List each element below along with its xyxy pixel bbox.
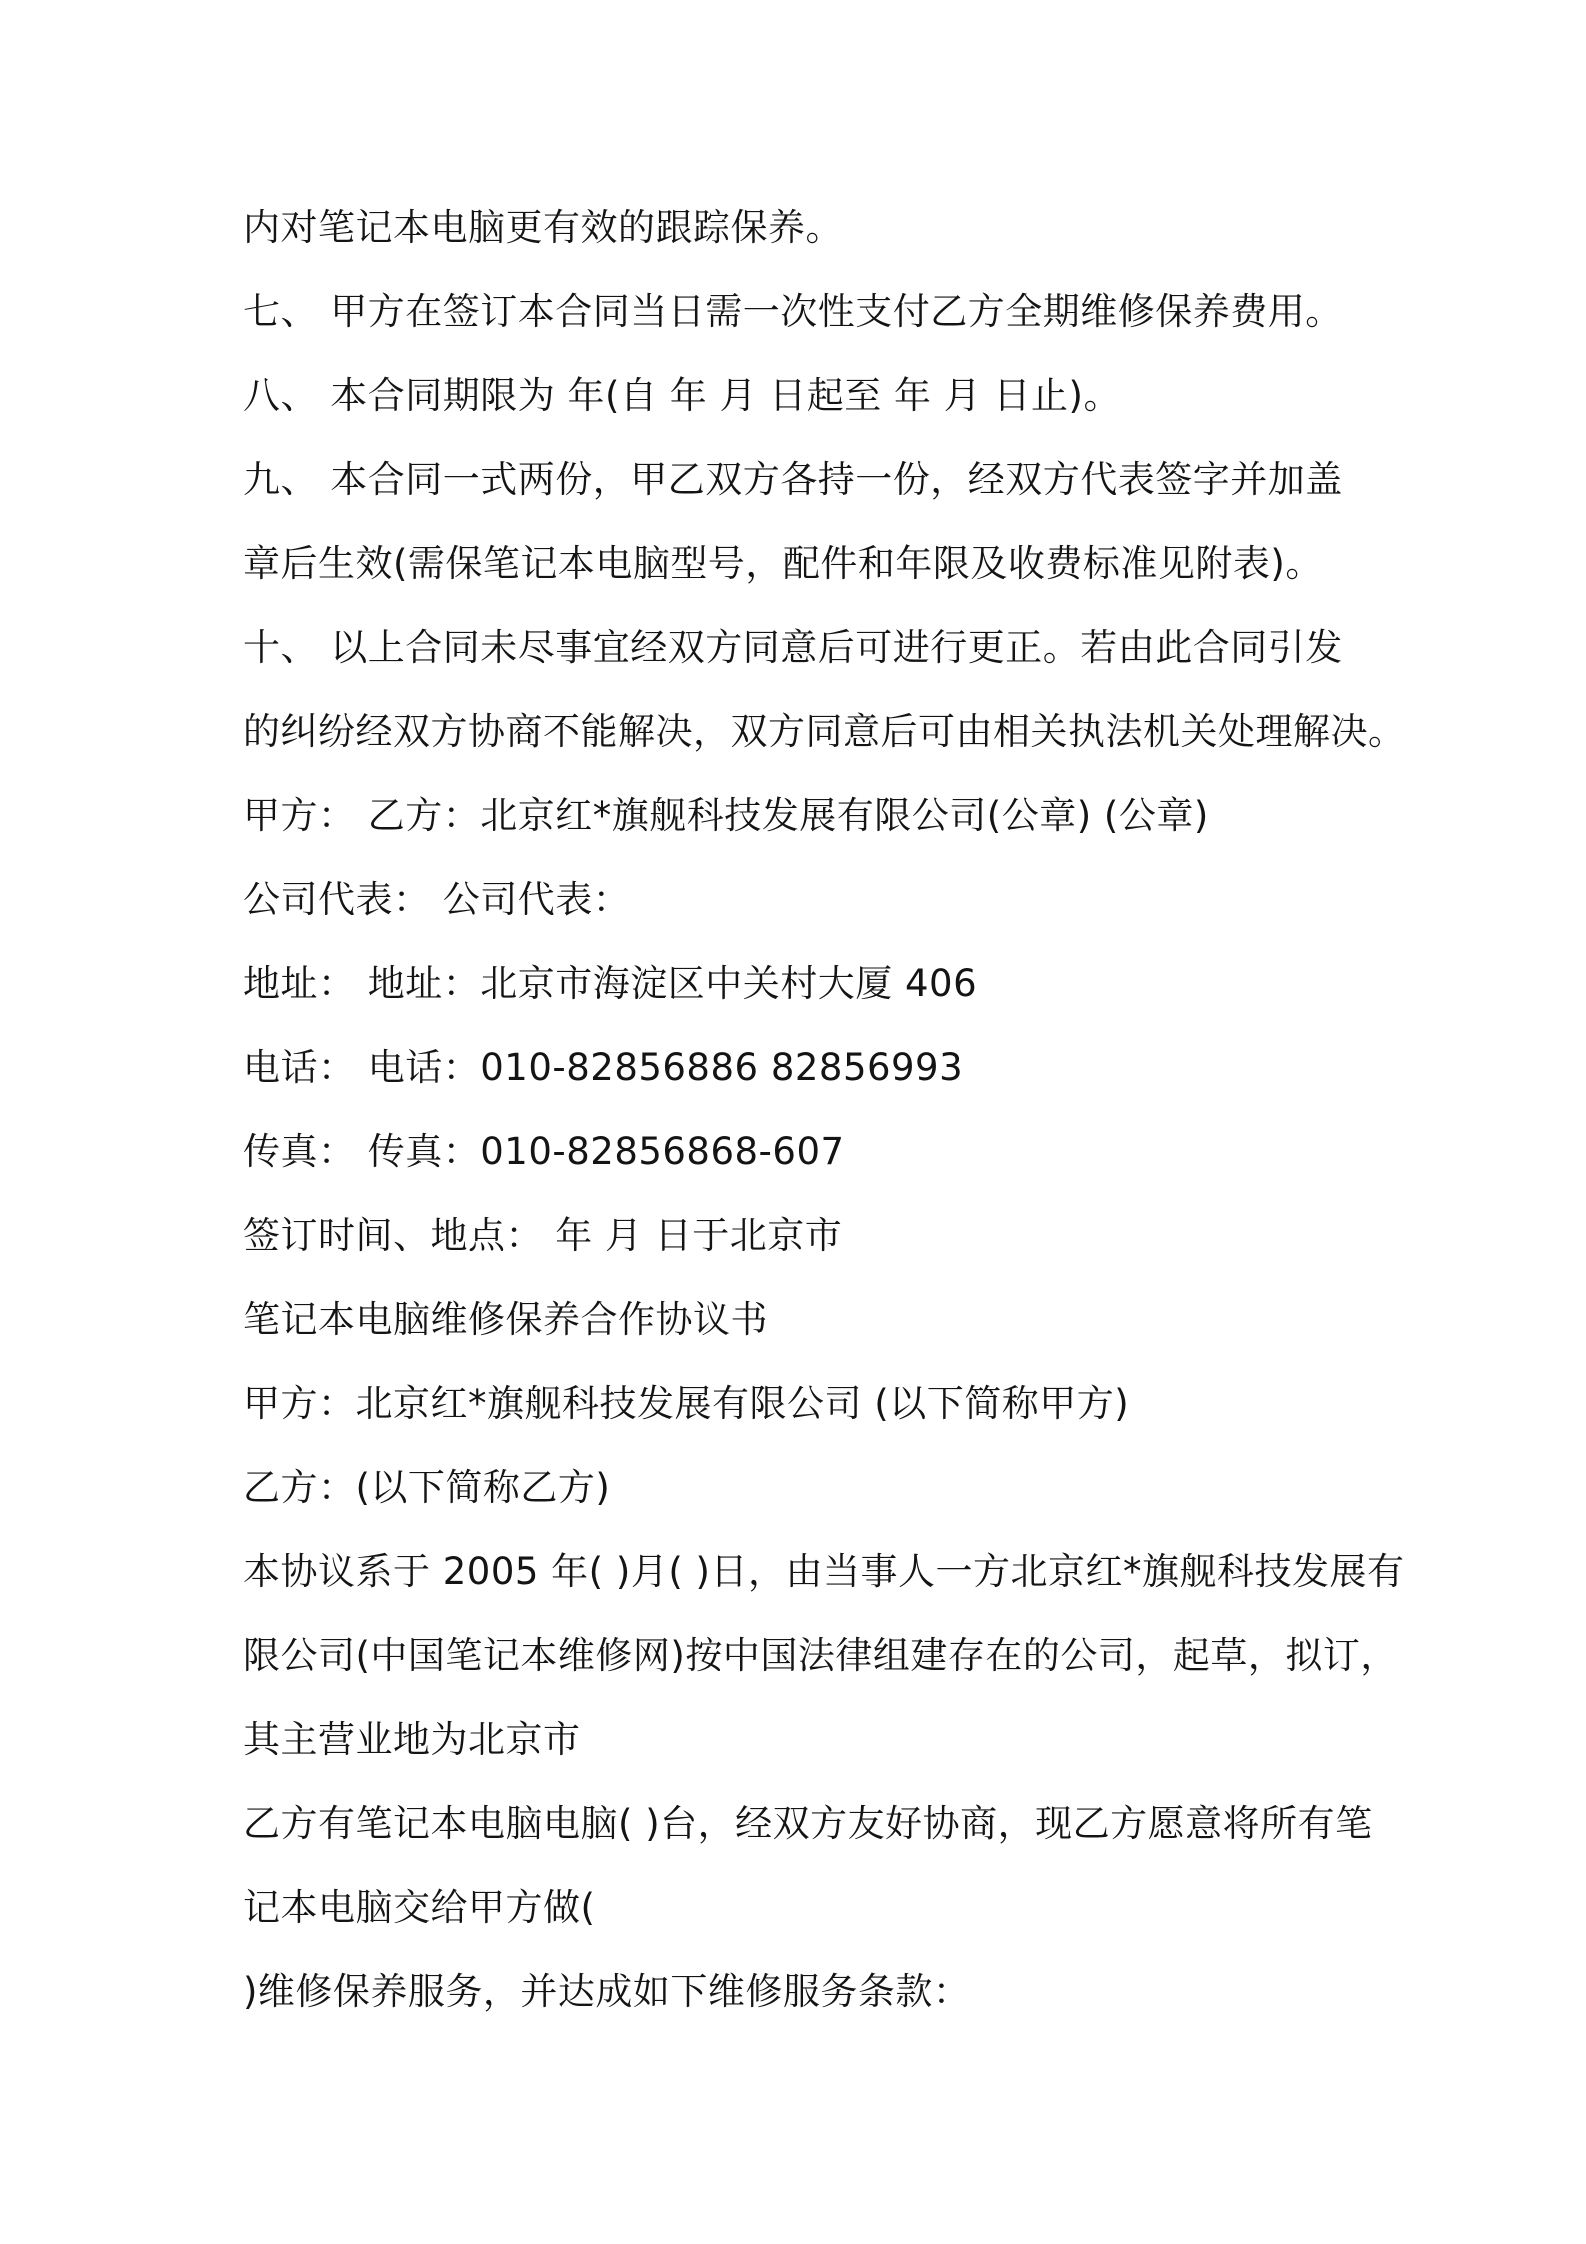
agreement-intro-line-6: )维修保养服务，并达成如下维修服务条款： — [243, 1970, 971, 2013]
clause-9-continued: 章后生效(需保笔记本电脑型号，配件和年限及收费标准见附表)。 — [243, 542, 1323, 585]
agreement-intro-line-3: 其主营业地为北京市 — [243, 1718, 581, 1761]
party-b-line: 乙方：(以下简称乙方) — [243, 1466, 611, 1509]
party-line: 甲方： 乙方：北京红*旗舰科技发展有限公司(公章) (公章) — [243, 794, 1209, 837]
agreement-intro-line-1: 本协议系于 2005 年( )月( )日，由当事人一方北京红*旗舰科技发展有 — [243, 1550, 1405, 1593]
address-line: 地址： 地址：北京市海淀区中关村大厦 406 — [243, 962, 978, 1005]
clause-9: 九、 本合同一式两份，甲乙双方各持一份，经双方代表签字并加盖 — [243, 458, 1343, 501]
signing-time-place-line: 签订时间、地点： 年 月 日于北京市 — [243, 1214, 843, 1257]
agreement-intro-line-2: 限公司(中国笔记本维修网)按中国法律组建存在的公司，起草，拟订， — [243, 1634, 1398, 1677]
text-line-1: 内对笔记本电脑更有效的跟踪保养。 — [243, 206, 843, 249]
phone-line: 电话： 电话：010-82856886 82856993 — [243, 1046, 964, 1089]
fax-line: 传真： 传真：010-82856868-607 — [243, 1130, 845, 1173]
agreement-intro-line-4: 乙方有笔记本电脑电脑( )台，经双方友好协商，现乙方愿意将所有笔 — [243, 1802, 1373, 1845]
clause-8: 八、 本合同期限为 年(自 年 月 日起至 年 月 日止)。 — [243, 374, 1121, 417]
clause-10: 十、 以上合同未尽事宜经双方同意后可进行更正。若由此合同引发 — [243, 626, 1343, 669]
agreement-intro-line-5: 记本电脑交给甲方做( — [243, 1886, 596, 1929]
agreement-title: 笔记本电脑维修保养合作协议书 — [243, 1298, 768, 1341]
clause-10-continued: 的纠纷经双方协商不能解决，双方同意后可由相关执法机关处理解决。 — [243, 710, 1406, 753]
document-body — [243, 197, 1406, 2045]
clause-7: 七、 甲方在签订本合同当日需一次性支付乙方全期维修保养费用。 — [243, 290, 1343, 333]
representative-line: 公司代表： 公司代表： — [243, 878, 631, 921]
party-a-line: 甲方：北京红*旗舰科技发展有限公司 (以下简称甲方) — [243, 1382, 1130, 1425]
